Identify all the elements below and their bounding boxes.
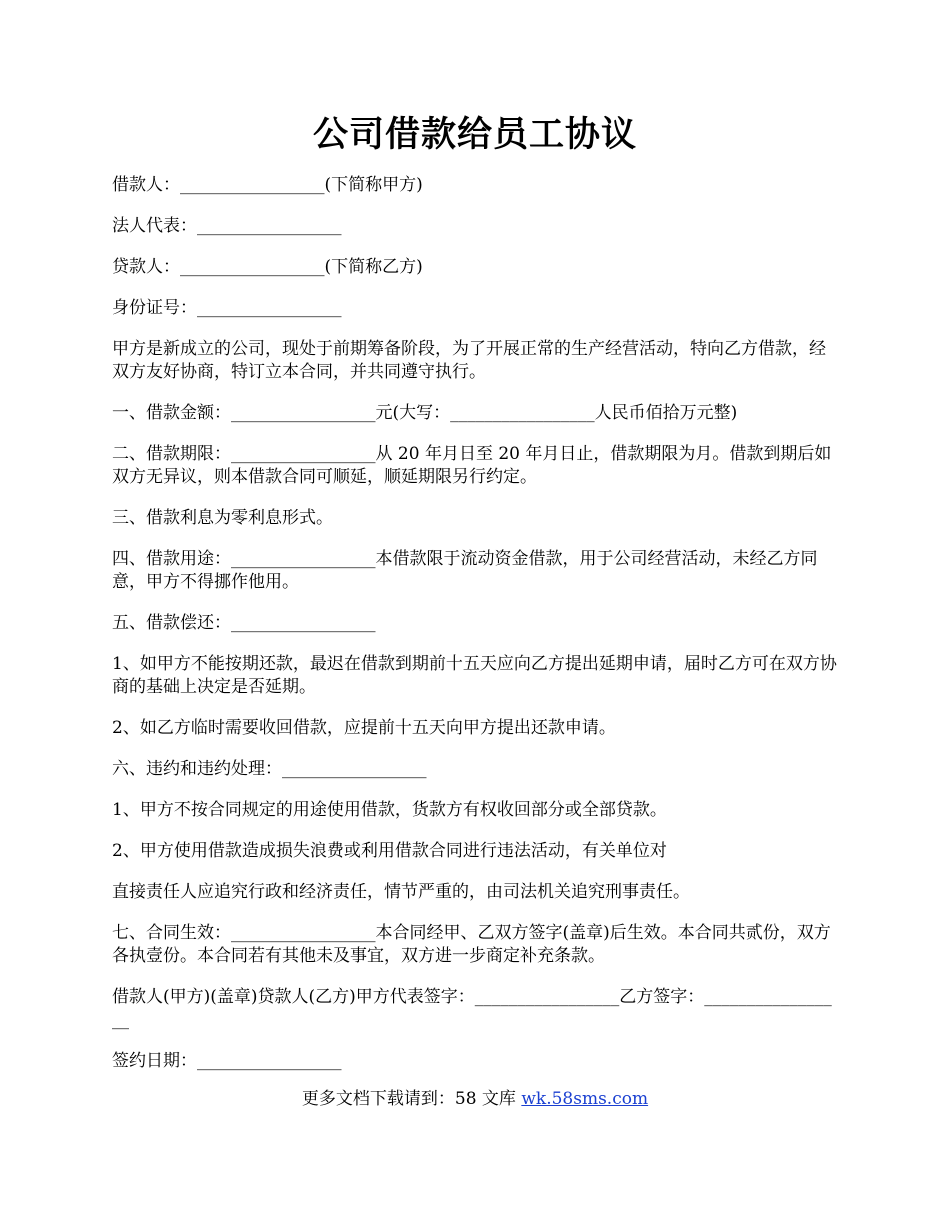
footer-text: 更多文档下载请到：58 文库 — [301, 1089, 522, 1109]
repayment-item-2: 2、如乙方临时需要收回借款，应提前十五天向甲方提出还款申请。 — [112, 718, 616, 738]
footer-link[interactable]: wk.58sms.com — [521, 1089, 649, 1109]
lender-line: 贷款人：_________________(下简称乙方) — [112, 257, 423, 277]
signing-date-line: 签约日期：_________________ — [112, 1051, 342, 1071]
clause-loan-purpose: 四、借款用途：_________________本借款限于流动资金借款，用于公司经营活动，未经乙方同意，甲方不得挪作他用。 — [112, 549, 818, 592]
borrower-line: 借款人：_________________(下简称甲方) — [112, 175, 423, 195]
clause-loan-term: 二、借款期限：_________________从 20 年月日至 20 年月日止，借款期限为月。借款到期后如双方无异议，则本借款合同可顺延，顺延期限另行约定。 — [112, 444, 832, 487]
signature-line: 借款人(甲方)(盖章)贷款人(乙方)甲方代表签字：_________________乙方签字：_________________ — [112, 987, 832, 1030]
document-body — [112, 174, 838, 1073]
breach-item-2-continued: 直接责任人应追究行政和经济责任，情节严重的，由司法机关追究刑事责任。 — [112, 882, 690, 902]
legal-representative-line: 法人代表：_________________ — [112, 216, 342, 236]
preamble-paragraph: 甲方是新成立的公司，现处于前期筹备阶段，为了开展正常的生产经营活动，特向乙方借款，经双方友好协商，特订立本合同，并共同遵守执行。 — [112, 339, 826, 382]
clause-breach: 六、违约和违约处理：_________________ — [112, 759, 427, 779]
document-title: 公司借款给员工协议 — [312, 114, 637, 155]
id-number-line: 身份证号：_________________ — [112, 298, 342, 318]
clause-loan-interest: 三、借款利息为零利息形式。 — [112, 508, 333, 528]
footer — [0, 1088, 950, 1111]
clause-loan-repayment: 五、借款偿还：_________________ — [112, 613, 376, 633]
breach-item-2: 2、甲方使用借款造成损失浪费或利用借款合同进行违法活动，有关单位对 — [112, 841, 667, 861]
clause-effectiveness: 七、合同生效：_________________本合同经甲、乙双方签字(盖章)后生效。本合同共贰份，双方各执壹份。本合同若有其他未及事宜，双方进一步商定补充条款。 — [112, 923, 831, 966]
clause-loan-amount: 一、借款金额：_________________元(大写：_________________人民币佰拾万元整) — [112, 403, 738, 423]
repayment-item-1: 1、如甲方不能按期还款，最迟在借款到期前十五天应向乙方提出延期申请，届时乙方可在双方协商的基础上决定是否延期。 — [112, 654, 837, 697]
breach-item-1: 1、甲方不按合同规定的用途使用借款，货款方有权收回部分或全部贷款。 — [112, 800, 667, 820]
